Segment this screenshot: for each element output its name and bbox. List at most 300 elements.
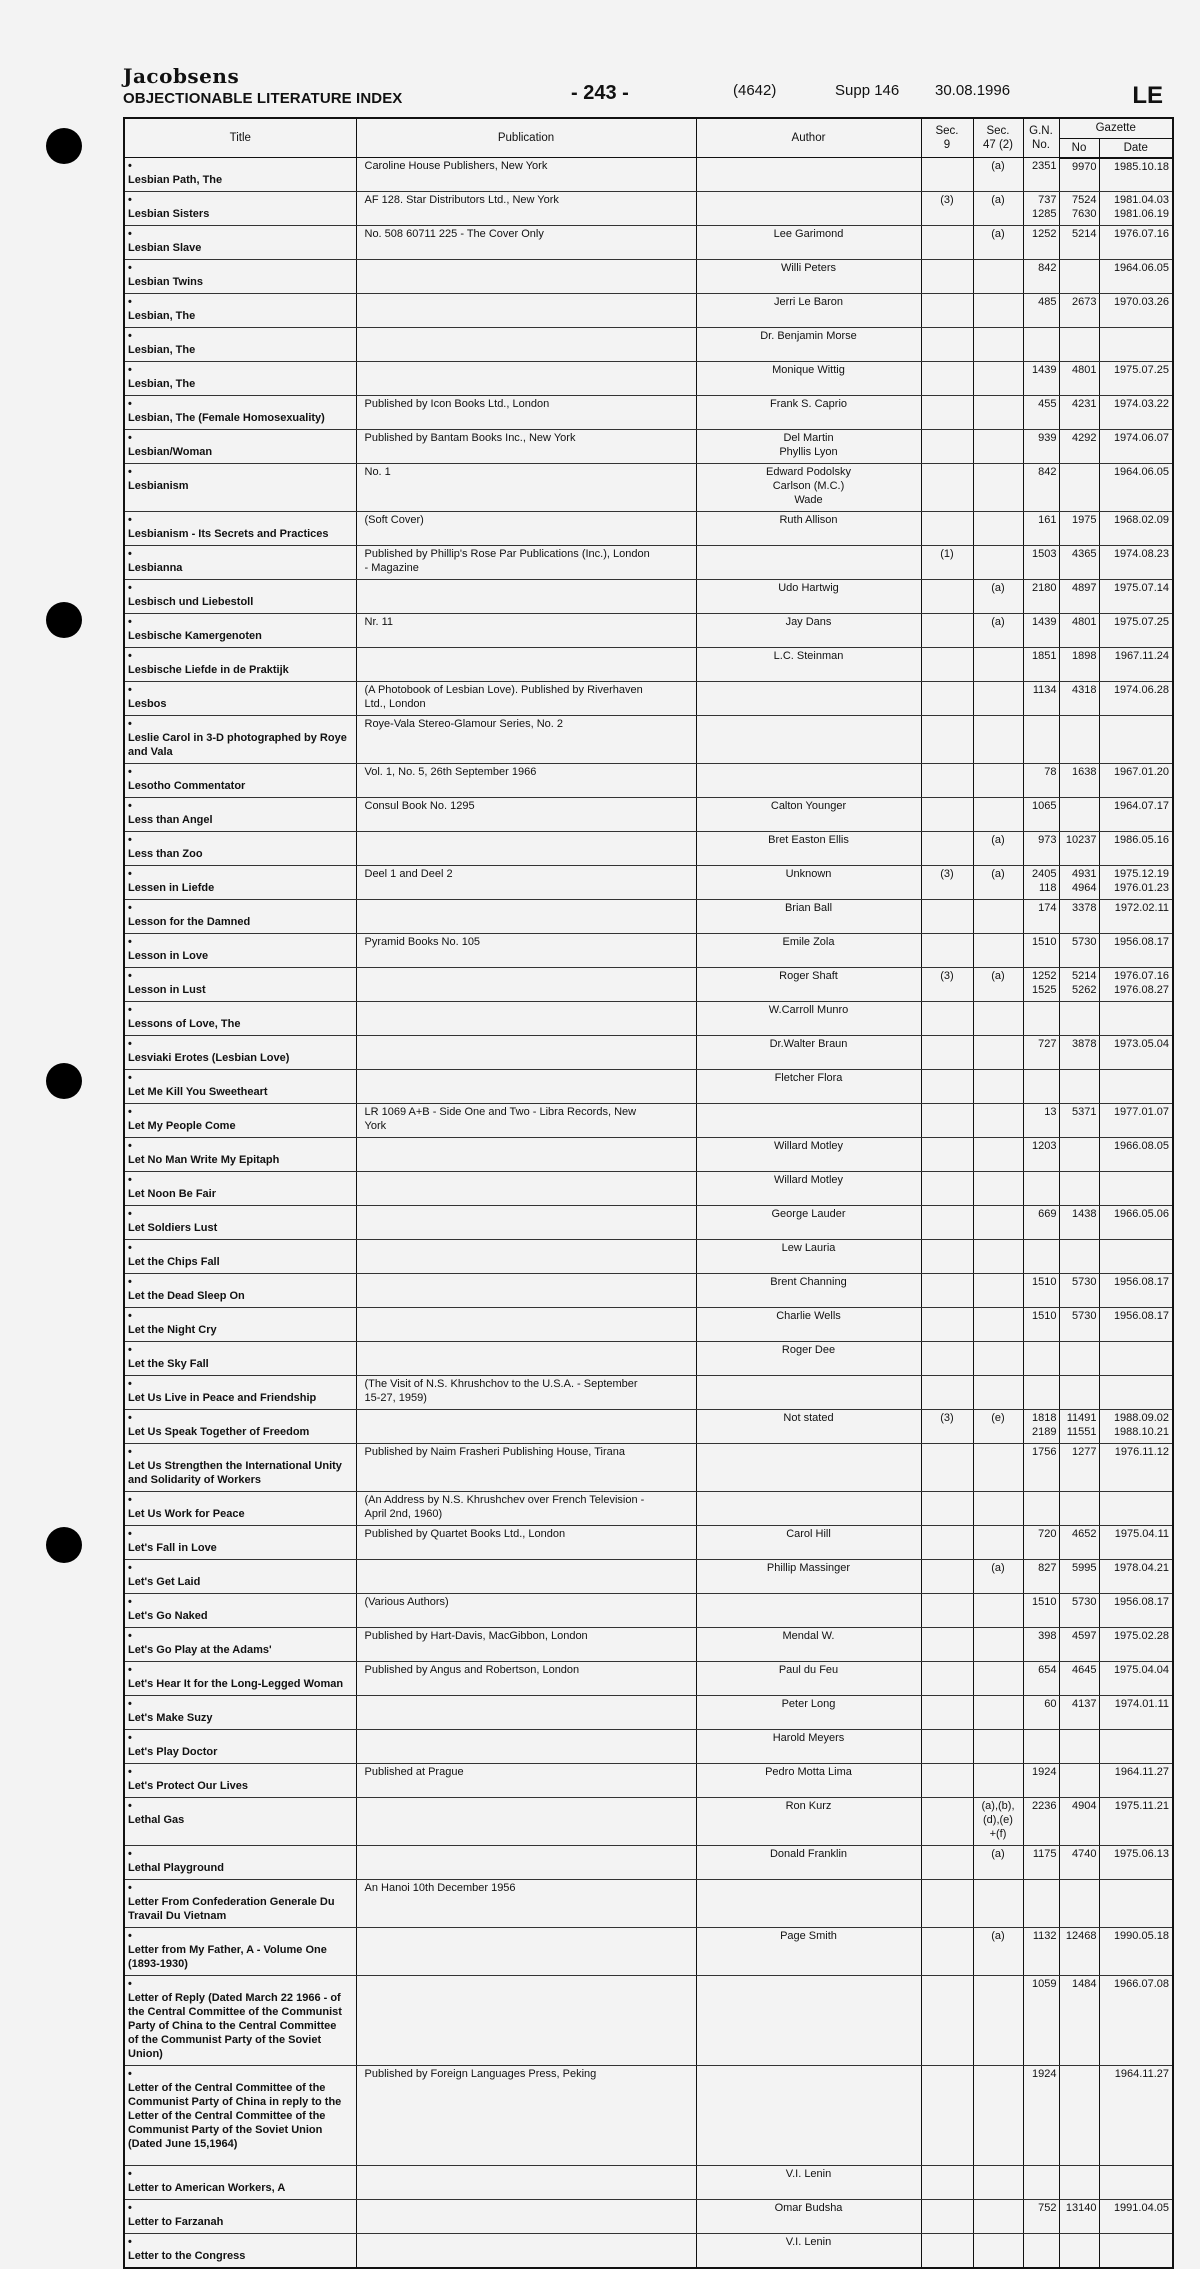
row-sec9 (921, 294, 973, 328)
row-gazette-number: 2673 (1059, 294, 1099, 328)
row-sec9 (921, 362, 973, 396)
row-gazette-date: 1975.02.28 (1099, 1628, 1173, 1662)
row-sec9 (921, 1240, 973, 1274)
row-gn-number: 1203 (1023, 1138, 1059, 1172)
row-author: Ruth Allison (696, 512, 921, 546)
row-title (124, 1240, 356, 1274)
row-gazette-number: 4365 (1059, 546, 1099, 580)
table-row (124, 968, 1173, 1002)
row-gazette-date: 1967.11.24 (1099, 648, 1173, 682)
row-sec47: (a) (973, 968, 1023, 1002)
table-row (124, 1308, 1173, 1342)
bullet-icon: • (128, 1276, 132, 1288)
literature-index-table (123, 117, 1174, 2269)
row-gazette-number: 13140 (1059, 2200, 1099, 2234)
bullet-icon: • (128, 684, 132, 696)
row-sec9 (921, 1730, 973, 1764)
index-title: OBJECTIONABLE LITERATURE INDEX (123, 90, 403, 107)
row-sec47 (973, 1492, 1023, 1526)
row-title-text: Letter of the Central Committee of the Communist Party of China in reply to the Letter of the Central Committee of the Communist Party of the Soviet Union (Dated June 15,1964) (128, 2082, 342, 2150)
row-publication: Published by Bantam Books Inc., New York (356, 430, 696, 464)
row-gazette-date (1099, 1376, 1173, 1410)
row-gn-number: 1756 (1023, 1444, 1059, 1492)
row-gazette-number: 4904 (1059, 1798, 1099, 1846)
row-author: L.C. Steinman (696, 648, 921, 682)
row-publication (356, 900, 696, 934)
row-gazette-date: 1988.09.02 1988.10.21 (1099, 1410, 1173, 1444)
row-title (124, 934, 356, 968)
row-gazette-number (1059, 2234, 1099, 2269)
row-publication: Published by Hart-Davis, MacGibbon, London (356, 1628, 696, 1662)
row-sec9 (921, 430, 973, 464)
row-gazette-date: 1974.06.28 (1099, 682, 1173, 716)
bullet-icon: • (128, 718, 132, 730)
row-gazette-number: 1975 (1059, 512, 1099, 546)
row-title-text: Let Noon Be Fair (128, 1188, 217, 1200)
row-sec9: (3) (921, 968, 973, 1002)
row-publication: Caroline House Publishers, New York (356, 158, 696, 192)
row-gazette-date: 1964.11.27 (1099, 2066, 1173, 2166)
row-author: Willard Motley (696, 1138, 921, 1172)
row-sec9 (921, 1444, 973, 1492)
table-row (124, 1526, 1173, 1560)
row-gn-number: 1503 (1023, 546, 1059, 580)
row-title (124, 1444, 356, 1492)
row-gazette-number: 9970 (1059, 158, 1099, 192)
row-author (696, 1594, 921, 1628)
row-publication (356, 1036, 696, 1070)
row-title (124, 1410, 356, 1444)
row-author (696, 1880, 921, 1928)
row-gn-number (1023, 1730, 1059, 1764)
row-title (124, 832, 356, 866)
row-title-text: Let Us Live in Peace and Friendship (128, 1392, 317, 1404)
row-publication (356, 1730, 696, 1764)
row-gazette-number: 5730 (1059, 1594, 1099, 1628)
row-title (124, 2200, 356, 2234)
row-gazette-date: 1956.08.17 (1099, 1308, 1173, 1342)
row-title-text: Lessen in Liefde (128, 882, 215, 894)
row-gazette-number: 4137 (1059, 1696, 1099, 1730)
row-author: V.I. Lenin (696, 2166, 921, 2200)
table-row (124, 1172, 1173, 1206)
row-author: Carol Hill (696, 1526, 921, 1560)
row-author (696, 1104, 921, 1138)
row-title-text: Less than Angel (128, 814, 213, 826)
row-sec9 (921, 512, 973, 546)
bullet-icon: • (128, 1630, 132, 1642)
row-title-text: Let's Hear It for the Long-Legged Woman (128, 1678, 344, 1690)
bullet-icon: • (128, 1664, 132, 1676)
row-title (124, 1764, 356, 1798)
row-gazette-number (1059, 1342, 1099, 1376)
row-title-text: Let's Go Play at the Adams' (128, 1644, 272, 1656)
row-sec47 (973, 1764, 1023, 1798)
row-title-text: Lesbian, The (128, 310, 196, 322)
binder-hole (46, 602, 82, 638)
row-title-text: Letter from My Father, A - Volume One (1893-1930) (128, 1944, 327, 1970)
bullet-icon: • (128, 1732, 132, 1744)
row-gazette-number (1059, 1492, 1099, 1526)
table-row (124, 2166, 1173, 2200)
row-gazette-date (1099, 2234, 1173, 2269)
row-sec9 (921, 1526, 973, 1560)
row-publication: Roye-Vala Stereo-Glamour Series, No. 2 (356, 716, 696, 764)
row-gazette-number (1059, 798, 1099, 832)
row-title-text: Lesbian Path, The (128, 174, 223, 186)
row-gazette-date: 1976.07.16 1976.08.27 (1099, 968, 1173, 1002)
row-sec47 (973, 1172, 1023, 1206)
row-title (124, 798, 356, 832)
row-sec9 (921, 1172, 973, 1206)
row-author: Emile Zola (696, 934, 921, 968)
table-row (124, 1410, 1173, 1444)
row-sec9 (921, 900, 973, 934)
row-title-text: Letter to the Congress (128, 2250, 246, 2262)
row-gn-number: 2180 (1023, 580, 1059, 614)
bullet-icon: • (128, 1106, 132, 1118)
table-row (124, 430, 1173, 464)
row-gn-number: 842 (1023, 260, 1059, 294)
column-header-gazette-no: No (1059, 138, 1099, 158)
table-row (124, 682, 1173, 716)
row-sec47 (973, 764, 1023, 798)
table-row (124, 900, 1173, 934)
row-gn-number: 727 (1023, 1036, 1059, 1070)
row-gazette-number: 11491 11551 (1059, 1410, 1099, 1444)
row-title-text: Lesbos (128, 698, 167, 710)
row-author: Not stated (696, 1410, 921, 1444)
row-sec47: (a) (973, 226, 1023, 260)
column-header-author: Author (696, 118, 921, 158)
row-sec9 (921, 1594, 973, 1628)
row-sec9 (921, 158, 973, 192)
row-gn-number: 1510 (1023, 1274, 1059, 1308)
row-gazette-number: 5995 (1059, 1560, 1099, 1594)
row-publication: (The Visit of N.S. Khrushchov to the U.S.A. - September 15-27, 1959) (356, 1376, 696, 1410)
row-sec47 (973, 682, 1023, 716)
row-title (124, 430, 356, 464)
table-row (124, 1206, 1173, 1240)
row-title-text: Lesbian/Woman (128, 446, 213, 458)
row-gazette-date: 1964.06.05 (1099, 260, 1173, 294)
row-gn-number (1023, 1070, 1059, 1104)
row-author: Roger Shaft (696, 968, 921, 1002)
row-publication: (A Photobook of Lesbian Love). Published by Riverhaven Ltd., London (356, 682, 696, 716)
table-row (124, 396, 1173, 430)
table-row (124, 1560, 1173, 1594)
column-header-sec47: Sec. 47 (2) (973, 118, 1023, 158)
row-sec9 (921, 614, 973, 648)
row-title (124, 1526, 356, 1560)
row-gazette-date: 1975.06.13 (1099, 1846, 1173, 1880)
row-sec9 (921, 798, 973, 832)
row-title-text: Let the Dead Sleep On (128, 1290, 245, 1302)
bullet-icon: • (128, 834, 132, 846)
row-gazette-number: 1484 (1059, 1976, 1099, 2066)
bullet-icon: • (128, 902, 132, 914)
row-author: Omar Budsha (696, 2200, 921, 2234)
binder-hole (46, 1527, 82, 1563)
bullet-icon: • (128, 1310, 132, 1322)
row-gazette-date: 1975.04.04 (1099, 1662, 1173, 1696)
row-gn-number (1023, 2166, 1059, 2200)
row-gazette-number (1059, 464, 1099, 512)
table-row (124, 1594, 1173, 1628)
row-gazette-date (1099, 328, 1173, 362)
row-gazette-number: 1638 (1059, 764, 1099, 798)
row-publication (356, 1846, 696, 1880)
row-gazette-date: 1964.06.05 (1099, 464, 1173, 512)
bullet-icon: • (128, 194, 132, 206)
row-sec47 (973, 1274, 1023, 1308)
row-author: Willard Motley (696, 1172, 921, 1206)
row-author (696, 1444, 921, 1492)
row-title-text: Lesson in Love (128, 950, 209, 962)
table-row (124, 1070, 1173, 1104)
row-sec47 (973, 1070, 1023, 1104)
row-sec9 (921, 328, 973, 362)
row-gazette-number: 4801 (1059, 362, 1099, 396)
page-header (123, 66, 1173, 110)
row-gn-number (1023, 1002, 1059, 1036)
row-gazette-date: 1974.01.11 (1099, 1696, 1173, 1730)
row-gazette-date: 1977.01.07 (1099, 1104, 1173, 1138)
row-title-text: Lesbian Sisters (128, 208, 210, 220)
row-sec9 (921, 934, 973, 968)
row-author: Jay Dans (696, 614, 921, 648)
row-gn-number: 1510 (1023, 934, 1059, 968)
bullet-icon: • (128, 1004, 132, 1016)
table-row (124, 192, 1173, 226)
row-sec9 (921, 2200, 973, 2234)
table-row (124, 2066, 1173, 2166)
row-gazette-number: 4231 (1059, 396, 1099, 430)
row-sec47 (973, 1628, 1023, 1662)
table-row (124, 1628, 1173, 1662)
table-row (124, 866, 1173, 900)
table-row (124, 1342, 1173, 1376)
row-title-text: Let No Man Write My Epitaph (128, 1154, 280, 1166)
row-gazette-number: 4931 4964 (1059, 866, 1099, 900)
row-title-text: Lesbische Liefde in de Praktijk (128, 664, 289, 676)
row-title-text: Lesbian Twins (128, 276, 203, 288)
table-row (124, 798, 1173, 832)
row-title-text: Lesbianism (128, 480, 189, 492)
table-row (124, 328, 1173, 362)
row-author: George Lauder (696, 1206, 921, 1240)
table-row (124, 362, 1173, 396)
bullet-icon: • (128, 330, 132, 342)
row-gazette-number: 3878 (1059, 1036, 1099, 1070)
bullet-icon: • (128, 160, 132, 172)
row-author: Bret Easton Ellis (696, 832, 921, 866)
row-title (124, 1798, 356, 1846)
table-row (124, 1002, 1173, 1036)
row-sec47 (973, 2234, 1023, 2269)
row-sec47 (973, 1976, 1023, 2066)
bullet-icon: • (128, 514, 132, 526)
bullet-icon: • (128, 1242, 132, 1254)
row-author: V.I. Lenin (696, 2234, 921, 2269)
row-title-text: Let's Fall in Love (128, 1542, 217, 1554)
row-sec47: (a) (973, 158, 1023, 192)
bullet-icon: • (128, 1140, 132, 1152)
row-sec9 (921, 2234, 973, 2269)
row-publication (356, 1798, 696, 1846)
row-title (124, 1002, 356, 1036)
row-gn-number: 1510 (1023, 1594, 1059, 1628)
bullet-icon: • (128, 548, 132, 560)
row-gn-number: 752 (1023, 2200, 1059, 2234)
row-sec47: (a) (973, 1560, 1023, 1594)
row-gazette-date: 1974.08.23 (1099, 546, 1173, 580)
table-row (124, 1798, 1173, 1846)
row-author: Donald Franklin (696, 1846, 921, 1880)
row-gazette-number: 1898 (1059, 648, 1099, 682)
row-gazette-date: 1991.04.05 (1099, 2200, 1173, 2234)
table-row (124, 1376, 1173, 1410)
row-gazette-number (1059, 1240, 1099, 1274)
row-gazette-date: 1981.04.03 1981.06.19 (1099, 192, 1173, 226)
row-sec47 (973, 2166, 1023, 2200)
row-publication: (An Address by N.S. Khrushchev over French Television - April 2nd, 1960) (356, 1492, 696, 1526)
row-gazette-number (1059, 2166, 1099, 2200)
column-header-publication: Publication (356, 118, 696, 158)
row-title-text: Let's Get Laid (128, 1576, 201, 1588)
table-row (124, 158, 1173, 192)
table-row (124, 1492, 1173, 1526)
row-gn-number: 973 (1023, 832, 1059, 866)
row-gn-number: 60 (1023, 1696, 1059, 1730)
row-sec9 (921, 682, 973, 716)
row-publication (356, 968, 696, 1002)
row-sec47: (a) (973, 866, 1023, 900)
row-title-text: Let Us Strengthen the International Unity and Solidarity of Workers (128, 1460, 342, 1486)
bullet-icon: • (128, 1072, 132, 1084)
row-publication (356, 1928, 696, 1976)
row-publication: (Various Authors) (356, 1594, 696, 1628)
row-title (124, 294, 356, 328)
row-sec9 (921, 226, 973, 260)
row-title (124, 512, 356, 546)
row-sec47 (973, 1308, 1023, 1342)
row-gazette-date: 1956.08.17 (1099, 934, 1173, 968)
row-publication: LR 1069 A+B - Side One and Two - Libra Records, New York (356, 1104, 696, 1138)
bullet-icon: • (128, 582, 132, 594)
bullet-icon: • (128, 1596, 132, 1608)
row-gazette-number: 4652 (1059, 1526, 1099, 1560)
row-title (124, 968, 356, 1002)
table-row (124, 464, 1173, 512)
row-gazette-date: 1975.04.11 (1099, 1526, 1173, 1560)
bullet-icon: • (128, 2202, 132, 2214)
row-sec47 (973, 464, 1023, 512)
row-sec47: (a) (973, 192, 1023, 226)
row-sec9 (921, 764, 973, 798)
row-sec9 (921, 580, 973, 614)
table-row (124, 294, 1173, 328)
row-gazette-date (1099, 1002, 1173, 1036)
row-gn-number (1023, 1376, 1059, 1410)
row-publication: Deel 1 and Deel 2 (356, 866, 696, 900)
row-sec47: (a) (973, 1846, 1023, 1880)
row-title-text: Letter of Reply (Dated March 22 1966 - of the Central Committee of the Communist Party of China to the Central Committee of the Communist Party of the Soviet Union) (128, 1992, 342, 2060)
row-sec47 (973, 1594, 1023, 1628)
row-gazette-number: 12468 (1059, 1928, 1099, 1976)
row-gazette-number (1059, 1764, 1099, 1798)
row-title (124, 1730, 356, 1764)
row-gn-number: 1924 (1023, 2066, 1059, 2166)
row-publication (356, 2166, 696, 2200)
bullet-icon: • (128, 868, 132, 880)
row-title (124, 1492, 356, 1526)
row-gn-number (1023, 1342, 1059, 1376)
row-title (124, 158, 356, 192)
row-gazette-date (1099, 716, 1173, 764)
row-title-text: Lethal Playground (128, 1862, 224, 1874)
table-row (124, 1880, 1173, 1928)
row-gazette-number: 1277 (1059, 1444, 1099, 1492)
row-author: Dr. Benjamin Morse (696, 328, 921, 362)
row-gazette-date: 1975.07.14 (1099, 580, 1173, 614)
row-sec47 (973, 2200, 1023, 2234)
row-sec47 (973, 1104, 1023, 1138)
table-row (124, 1444, 1173, 1492)
table-row (124, 1036, 1173, 1070)
table-row (124, 1274, 1173, 1308)
row-gn-number: 939 (1023, 430, 1059, 464)
table-row (124, 260, 1173, 294)
section-letters: LE (1132, 82, 1163, 109)
row-author: Lee Garimond (696, 226, 921, 260)
row-author (696, 682, 921, 716)
row-gn-number: 398 (1023, 1628, 1059, 1662)
row-sec9 (921, 832, 973, 866)
row-title (124, 328, 356, 362)
bullet-icon: • (128, 296, 132, 308)
row-gazette-number: 10237 (1059, 832, 1099, 866)
row-title-text: Let the Night Cry (128, 1324, 217, 1336)
row-gazette-date: 1986.05.16 (1099, 832, 1173, 866)
row-sec9 (921, 716, 973, 764)
row-publication (356, 648, 696, 682)
row-gn-number (1023, 1880, 1059, 1928)
table-row (124, 2234, 1173, 2269)
bullet-icon: • (128, 970, 132, 982)
row-sec9 (921, 1696, 973, 1730)
row-title-text: Letter From Confederation Generale Du Travail Du Vietnam (128, 1896, 335, 1922)
row-author: Frank S. Caprio (696, 396, 921, 430)
row-author: Udo Hartwig (696, 580, 921, 614)
row-gn-number: 13 (1023, 1104, 1059, 1138)
bullet-icon: • (128, 432, 132, 444)
bullet-icon: • (128, 1882, 132, 1894)
row-author: Harold Meyers (696, 1730, 921, 1764)
row-title (124, 580, 356, 614)
row-title (124, 1696, 356, 1730)
row-title-text: Let's Protect Our Lives (128, 1780, 248, 1792)
row-gazette-number: 5371 (1059, 1104, 1099, 1138)
row-publication (356, 1976, 696, 2066)
row-gazette-date: 1976.11.12 (1099, 1444, 1173, 1492)
row-sec9 (921, 1662, 973, 1696)
row-sec47 (973, 2066, 1023, 2166)
row-gn-number (1023, 328, 1059, 362)
bullet-icon: • (128, 466, 132, 478)
row-publication (356, 2234, 696, 2269)
row-publication (356, 1206, 696, 1240)
